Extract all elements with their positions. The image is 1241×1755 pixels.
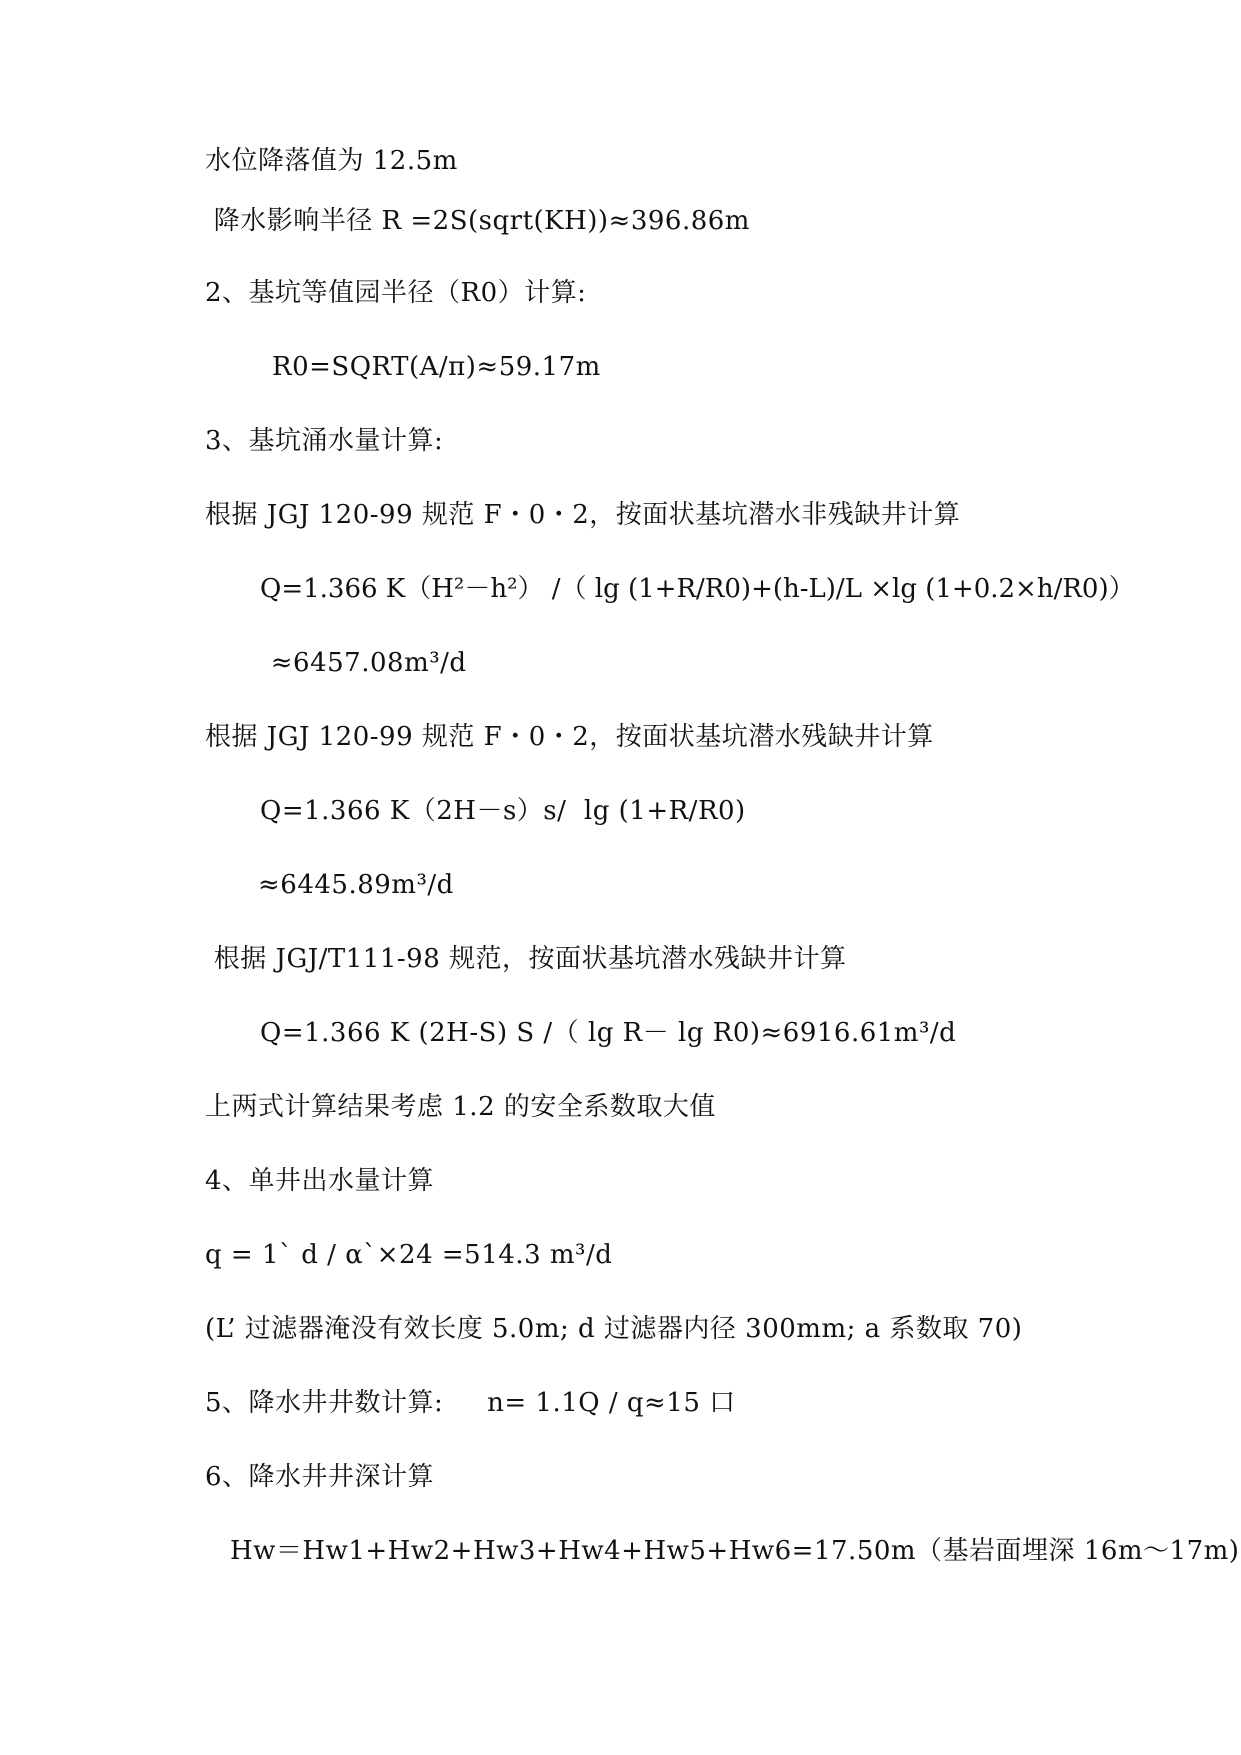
parameter-note: (L’ 过滤器淹没有效长度 5.0m; d 过滤器内径 300mm; a 系数取 70) [205,1314,1023,1344]
formula-2: Q=1.366 K（2H－s）s/ lg (1+R/R0) [260,796,746,826]
single-well-formula: q = 1` d / α`×24 =514.3 m³/d [205,1240,613,1270]
water-drawdown-line: 水位降落值为 12.5m [205,146,458,176]
formula-3: Q=1.366 K (2H-S) S /（ lg R－ lg R0)≈6916.61m³/d [260,1018,957,1048]
section-2-heading: 2、基坑等值园半径（R0）计算: [205,278,587,308]
section-6-heading: 6、降水井井深计算 [205,1462,435,1492]
r0-formula-line: R0=SQRT(A/π)≈59.17m [272,352,601,382]
section-5-line: 5、降水井井数计算: n= 1.1Q / q≈15 口 [205,1388,736,1418]
code-reference-2: 根据 JGJ 120-99 规范 F・0・2，按面状基坑潜水残缺井计算 [205,722,934,752]
section-3-heading: 3、基坑涌水量计算: [205,426,444,456]
formula-1: Q=1.366 K（H²－h²） /（ lg (1+R/R0)+(h-L)/L ×lg (1+0.2×h/R0)） [260,574,1135,604]
code-reference-1: 根据 JGJ 120-99 规范 F・0・2，按面状基坑潜水非残缺井计算 [205,500,961,530]
result-2: ≈6445.89m³/d [258,870,454,900]
section-4-heading: 4、单井出水量计算 [205,1166,435,1196]
result-1: ≈6457.08m³/d [262,648,467,678]
code-reference-3: 根据 JGJ/T111-98 规范，按面状基坑潜水残缺井计算 [205,944,847,974]
well-depth-formula: Hw＝Hw1+Hw2+Hw3+Hw4+Hw5+Hw6=17.50m（基岩面埋深 16m～17m) [230,1536,1240,1566]
influence-radius-line: 降水影响半径 R =2S(sqrt(KH))≈396.86m [205,206,750,236]
safety-factor-note: 上两式计算结果考虑 1.2 的安全系数取大值 [205,1092,716,1122]
